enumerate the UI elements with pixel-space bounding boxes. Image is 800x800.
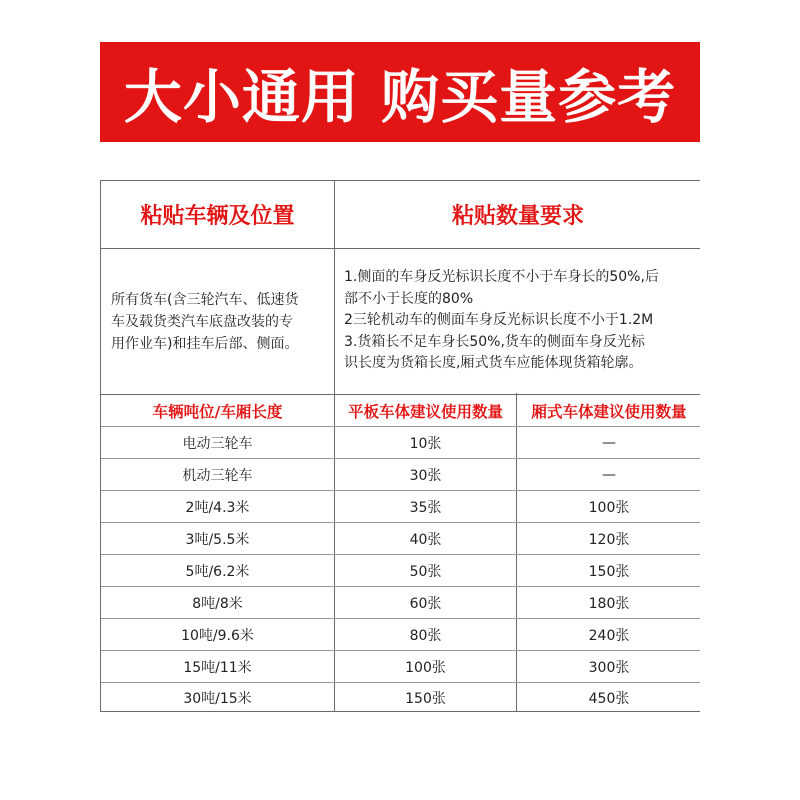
vehicle-desc-line: 用作业车)和挂车后部、侧面。: [111, 335, 299, 352]
quantity-table: [100, 180, 700, 712]
requirement-line: 部不小于长度的80%: [344, 290, 474, 307]
box-cell: 120张: [588, 531, 630, 548]
vehicle-cell: 电动三轮车: [182, 435, 253, 452]
vehicle-description: [101, 249, 334, 394]
vehicle-desc-line: 所有货车(含三轮汽车、低速货: [111, 291, 299, 308]
column-header-vehicle: 车辆吨位/车厢长度: [152, 402, 283, 421]
vehicle-cell: 8吨/8米: [192, 595, 243, 612]
box-cell: 150张: [588, 563, 630, 580]
title-banner: [100, 42, 700, 142]
vehicle-cell: 2吨/4.3米: [185, 499, 250, 516]
vehicle-cell: 10吨/9.6米: [181, 627, 254, 644]
vehicle-cell: 15吨/11米: [183, 659, 252, 676]
requirement-line: 1.侧面的车身反光标识长度不小于车身长的50%,后: [344, 269, 659, 285]
box-cell: 180张: [588, 595, 630, 612]
banner-title: 大小通用 购买量参考: [123, 63, 677, 131]
flatbed-cell: 30张: [409, 467, 442, 484]
requirement-line: 2三轮机动车的侧面车身反光标识长度不小于1.2M: [344, 312, 654, 328]
flatbed-cell: 80张: [409, 627, 442, 644]
box-cell: 240张: [588, 627, 630, 644]
flatbed-cell: 150张: [405, 690, 446, 707]
box-cell: —: [602, 434, 616, 451]
header-quantity-requirement: 粘贴数量要求: [451, 204, 584, 229]
column-header-flatbed: 平板车体建议使用数量: [347, 402, 503, 421]
vehicle-cell: 5吨/6.2米: [185, 563, 250, 580]
box-cell: —: [602, 466, 616, 483]
box-cell: 450张: [588, 690, 630, 707]
box-cell: 100张: [588, 499, 630, 516]
flatbed-cell: 60张: [409, 595, 442, 612]
flatbed-cell: 35张: [409, 499, 442, 516]
flatbed-cell: 100张: [405, 659, 446, 676]
header-vehicle-position: 粘贴车辆及位置: [140, 204, 295, 229]
vehicle-cell: 3吨/5.5米: [185, 531, 250, 548]
vehicle-cell: 机动三轮车: [182, 467, 253, 484]
requirement-line: 3.货箱长不足车身长50%,货车的侧面车身反光标: [344, 333, 645, 350]
box-cell: 300张: [588, 659, 630, 676]
column-header-box: 厢式车体建议使用数量: [531, 402, 687, 421]
flatbed-cell: 10张: [409, 435, 442, 452]
vehicle-cell: 30吨/15米: [183, 690, 252, 707]
requirement-line: 识长度为货箱长度,厢式货车应能体现货箱轮廓。: [344, 355, 643, 371]
flatbed-cell: 40张: [409, 531, 442, 548]
requirement-description: [344, 267, 659, 375]
flatbed-cell: 50张: [409, 563, 442, 580]
vehicle-desc-line: 车及载货类汽车底盘改装的专: [111, 313, 293, 330]
